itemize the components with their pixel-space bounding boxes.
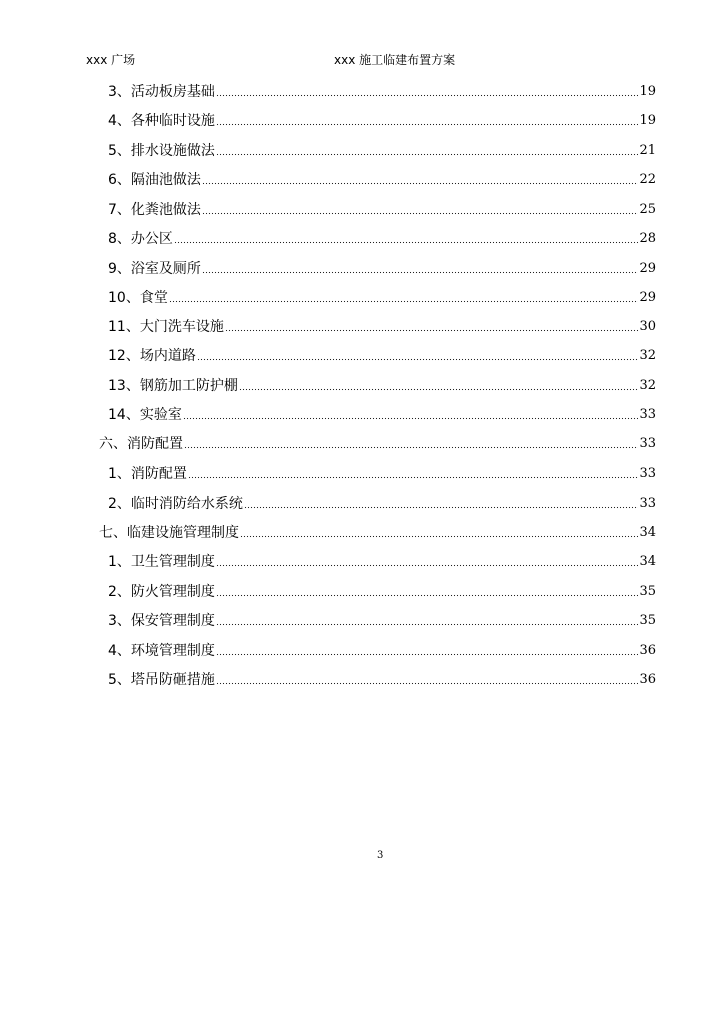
dot-leader bbox=[197, 357, 639, 361]
toc-entry-page: 35 bbox=[639, 584, 656, 599]
toc-entry[interactable] bbox=[108, 552, 656, 572]
toc-entry-title: 七、临建设施管理制度 bbox=[99, 525, 239, 541]
toc-entry-title: 8、办公区 bbox=[108, 231, 173, 247]
toc-entry-title: 1、卫生管理制度 bbox=[108, 554, 215, 570]
dot-leader bbox=[244, 505, 639, 509]
dot-leader bbox=[202, 211, 639, 215]
toc-entry-page: 35 bbox=[639, 613, 656, 628]
toc-entry[interactable] bbox=[108, 346, 656, 366]
dot-leader bbox=[174, 240, 639, 244]
toc-entry-page: 19 bbox=[639, 84, 656, 99]
toc-entry[interactable] bbox=[108, 405, 656, 425]
toc-entry-title: 5、塔吊防砸措施 bbox=[108, 672, 215, 688]
toc-entry-title: 3、活动板房基础 bbox=[108, 84, 215, 100]
toc-entry-title: 2、防火管理制度 bbox=[108, 584, 215, 600]
dot-leader bbox=[240, 534, 638, 538]
toc-entry-title: 10、食堂 bbox=[108, 290, 168, 306]
dot-leader bbox=[202, 270, 639, 274]
toc-entry[interactable] bbox=[108, 111, 656, 131]
toc-entry-title: 2、临时消防给水系统 bbox=[108, 496, 243, 512]
toc-entry[interactable] bbox=[108, 259, 656, 279]
toc-entry-title: 12、场内道路 bbox=[108, 348, 196, 364]
toc-entry-title: 4、各种临时设施 bbox=[108, 113, 215, 129]
dot-leader bbox=[225, 328, 639, 332]
dot-leader bbox=[216, 93, 639, 97]
toc-entry-page: 32 bbox=[639, 378, 656, 393]
toc-entry[interactable] bbox=[108, 288, 656, 308]
toc-entry[interactable] bbox=[108, 317, 656, 337]
toc-entry-title: 3、保安管理制度 bbox=[108, 613, 215, 629]
toc-entry[interactable] bbox=[108, 200, 656, 220]
toc-entry[interactable] bbox=[108, 82, 656, 102]
toc-entry-page: 22 bbox=[639, 172, 656, 187]
toc-entry[interactable] bbox=[108, 494, 656, 514]
toc-entry-page: 19 bbox=[639, 113, 656, 128]
dot-leader bbox=[216, 652, 639, 656]
dot-leader bbox=[216, 593, 639, 597]
toc-entry-title: 六、消防配置 bbox=[99, 436, 183, 452]
toc-entry-page: 33 bbox=[639, 407, 656, 422]
toc-entry-page: 33 bbox=[639, 436, 656, 451]
dot-leader bbox=[239, 387, 639, 391]
toc-entry-title: 6、隔油池做法 bbox=[108, 172, 201, 188]
toc-entry-page: 30 bbox=[639, 319, 656, 334]
toc-entry[interactable] bbox=[108, 376, 656, 396]
dot-leader bbox=[216, 563, 639, 567]
header-left-title: xxx 广场 bbox=[86, 53, 136, 67]
toc-entry-page: 21 bbox=[639, 143, 656, 158]
toc-entry-chapter[interactable] bbox=[99, 523, 656, 543]
dot-leader bbox=[216, 152, 639, 156]
header-document-title: xxx 施工临建布置方案 bbox=[334, 53, 456, 67]
dot-leader bbox=[216, 681, 639, 685]
toc-entry[interactable] bbox=[108, 464, 656, 484]
toc-entry-page: 29 bbox=[639, 261, 656, 276]
toc-entry-page: 28 bbox=[639, 231, 656, 246]
toc-entry-title: 11、大门洗车设施 bbox=[108, 319, 224, 335]
toc-entry[interactable] bbox=[108, 582, 656, 602]
dot-leader bbox=[183, 416, 639, 420]
toc-entry[interactable] bbox=[108, 611, 656, 631]
toc-entry-page: 34 bbox=[639, 554, 656, 569]
dot-leader bbox=[202, 181, 639, 185]
toc-entry[interactable] bbox=[108, 641, 656, 661]
toc-entry-title: 14、实验室 bbox=[108, 407, 182, 423]
toc-entry[interactable] bbox=[108, 141, 656, 161]
toc-entry-page: 34 bbox=[639, 525, 656, 540]
toc-entry[interactable] bbox=[108, 229, 656, 249]
toc-entry-chapter[interactable] bbox=[99, 434, 656, 454]
dot-leader bbox=[216, 622, 639, 626]
toc-entry-title: 5、排水设施做法 bbox=[108, 143, 215, 159]
toc-entry-page: 36 bbox=[639, 672, 656, 687]
toc-entry[interactable] bbox=[108, 670, 656, 690]
toc-entry-page: 33 bbox=[639, 466, 656, 481]
toc-entry-page: 32 bbox=[639, 348, 656, 363]
toc-entry[interactable] bbox=[108, 170, 656, 190]
toc-entry-page: 36 bbox=[639, 643, 656, 658]
toc-entry-page: 25 bbox=[639, 202, 656, 217]
dot-leader bbox=[184, 445, 638, 449]
toc-entry-page: 29 bbox=[639, 290, 656, 305]
dot-leader bbox=[169, 299, 639, 303]
page-number: 3 bbox=[377, 850, 384, 861]
toc-entry-title: 13、钢筋加工防护棚 bbox=[108, 378, 238, 394]
toc-entry-title: 9、浴室及厕所 bbox=[108, 261, 201, 277]
toc-entry-page: 33 bbox=[639, 496, 656, 511]
toc-entry-title: 7、化粪池做法 bbox=[108, 202, 201, 218]
toc-entry-title: 4、环境管理制度 bbox=[108, 643, 215, 659]
dot-leader bbox=[216, 122, 639, 126]
dot-leader bbox=[188, 475, 639, 479]
toc-entry-title: 1、消防配置 bbox=[108, 466, 187, 482]
